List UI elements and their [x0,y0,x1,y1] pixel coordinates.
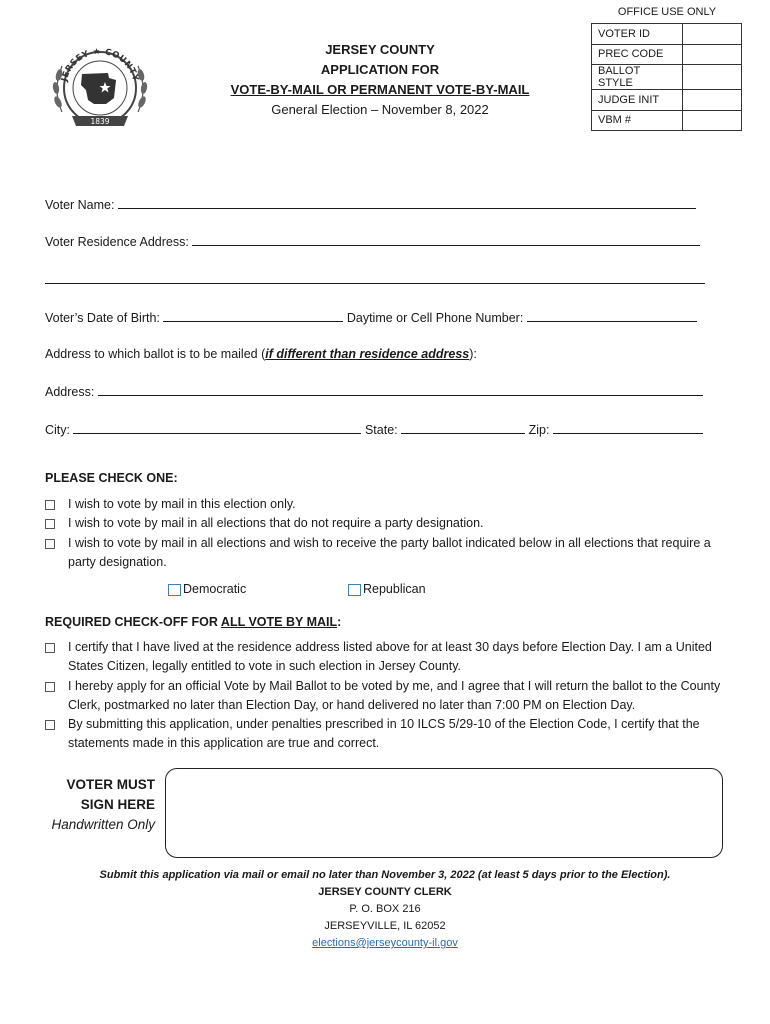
city-field[interactable] [73,422,361,434]
zip-field[interactable] [553,422,703,434]
state-field[interactable] [401,422,525,434]
seal-year: 1839 [90,117,110,126]
election-subtitle: General Election – November 8, 2022 [271,102,489,117]
office-field-label: PREC CODE [592,44,683,65]
submission-notice: Submit this application via mail or email no later than November 3, 2022 (at least 5 days prior to the Election). [99,869,671,881]
footer [40,867,730,952]
office-field-value [683,24,742,45]
office-use-table [591,23,742,131]
dob-field[interactable] [163,310,343,322]
voter-name-label: Voter Name: [45,198,115,212]
vote-option [45,514,735,533]
required-heading-underlined: ALL VOTE BY MAIL [220,615,338,629]
email-link[interactable]: elections@jerseycounty-il.gov [312,937,458,949]
party-republican [348,582,426,596]
city-label: City: [45,423,70,437]
signature-box[interactable] [165,768,723,858]
city-state-zip-row [45,422,703,437]
vote-option-label: I wish to vote by mail in this election only. [68,497,296,511]
phone-field[interactable] [527,310,697,322]
address-field[interactable] [98,384,703,396]
certification-item [45,677,735,715]
check-one-heading: PLEASE CHECK ONE: [45,471,178,485]
required-heading-prefix: REQUIRED CHECK-OFF FOR [45,615,221,629]
certification-text: I hereby apply for an official Vote by Mail Ballot to be voted by me, and I agree that I will return the ballot to the County Clerk, postmarked no later than Election Day, or hand delivered no later than 7:00 PM on Election Day. [68,679,721,712]
residence-label: Voter Residence Address: [45,235,189,249]
republican-checkbox[interactable] [348,584,361,596]
certification-text: I certify that I have lived at the residence address listed above for at least 30 days before Election Day. I am a United States Citizen, legally entitled to vote in such election in Jersey County. [68,640,712,673]
republican-label: Republican [363,582,426,596]
office-field-label: JUDGE INIT [592,90,683,111]
dob-label: Voter’s Date of Birth: [45,311,160,325]
democratic-checkbox[interactable] [168,584,181,596]
office-field-value [683,110,742,131]
residence-field-line2[interactable] [45,272,705,284]
certification-item [45,638,735,676]
office-field-label: VBM # [592,110,683,131]
vote-option-label: I wish to vote by mail in all elections that do not require a party designation. [68,516,484,530]
office-field-value [683,90,742,111]
residence-line2-row [45,272,705,287]
voter-name-row [45,197,696,212]
certification-checkbox[interactable] [45,682,55,692]
state-label: State: [364,423,398,437]
signature-label-line2: SIGN HERE [80,797,155,812]
vote-option-checkbox[interactable] [45,539,55,549]
dob-phone-row [45,310,697,325]
signature-label-line3: Handwritten Only [51,817,155,832]
required-heading [45,615,341,629]
vote-option-label: I wish to vote by mail in all elections and wish to receive the party ballot indicated below in all elections that require a party designation. [68,536,711,569]
county-seal-logo [50,40,150,132]
certification-text: By submitting this application, under penalties prescribed in 10 ILCS 5/29-10 of the Election Code, I certify that the statements made in this application are true and correct. [68,717,700,750]
office-field-label: VOTER ID [592,24,683,45]
vote-option-checkbox[interactable] [45,519,55,529]
mailing-intro-emphasis: if different than residence address [265,347,470,361]
office-field-label: BALLOT STYLE [592,65,683,90]
certification-checkbox[interactable] [45,643,55,653]
certification-checkbox[interactable] [45,720,55,730]
zip-label: Zip: [528,423,550,437]
vote-option [45,534,735,572]
form-header [220,40,540,120]
residence-row [45,234,700,249]
office-use-title: OFFICE USE ONLY [617,6,717,18]
democratic-label: Democratic [183,582,247,596]
party-democratic [168,582,246,596]
mailing-address-intro [45,347,477,361]
office-field-value [683,65,742,90]
residence-field[interactable] [192,234,700,246]
signature-label-line1: VOTER MUST [66,777,155,792]
clerk-office: JERSEY COUNTY CLERK [318,886,452,898]
seal-arc-text: JERSEY ★ COUNTY [59,46,141,83]
voter-name-field[interactable] [118,197,696,209]
mailing-intro-close: ): [469,347,477,361]
office-field-value [683,44,742,65]
application-title: APPLICATION FOR [320,62,440,77]
required-heading-suffix: : [337,615,342,629]
po-box: P. O. BOX 216 [349,903,421,915]
vote-option [45,495,735,514]
mailing-intro-text: Address to which ballot is to be mailed ( [45,347,266,361]
signature-label [40,775,155,835]
county-title: JERSEY COUNTY [325,42,435,57]
address-row [45,384,703,399]
clerk-city: JERSEYVILLE, IL 62052 [324,920,446,932]
address-label: Address: [45,385,95,399]
certification-item [45,715,735,753]
vote-by-mail-title: VOTE-BY-MAIL OR PERMANENT VOTE-BY-MAIL [230,82,530,97]
phone-label: Daytime or Cell Phone Number: [346,311,524,325]
vote-option-checkbox[interactable] [45,500,55,510]
